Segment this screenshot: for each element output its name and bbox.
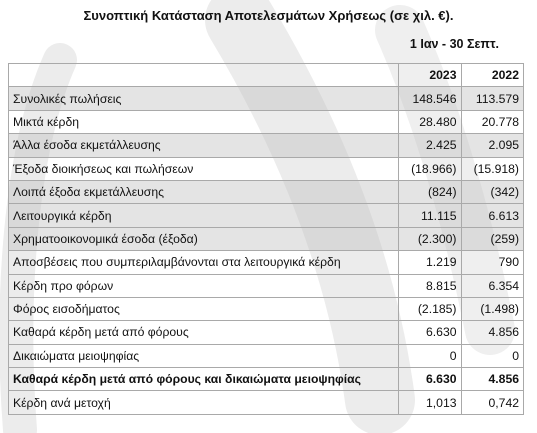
column-header-2023: 2023 <box>399 64 462 87</box>
table-row <box>9 157 524 180</box>
value-2022: 790 <box>461 251 524 274</box>
row-label: Μικτά κέρδη <box>9 110 399 133</box>
value-2022: (259) <box>461 227 524 250</box>
value-2023: 6.630 <box>399 321 462 344</box>
row-label: Λοιπά έξοδα εκμετάλλευσης <box>9 180 399 203</box>
value-2022: 4.856 <box>461 321 524 344</box>
table-row <box>9 321 524 344</box>
row-label: Άλλα έσοδα εκμετάλλευσης <box>9 134 399 157</box>
table-row <box>9 391 524 414</box>
row-label: Καθαρά κέρδη μετά από φόρους και δικαιώματα μειοψηφίας <box>9 368 399 391</box>
table-row <box>9 227 524 250</box>
row-label: Κέρδη προ φόρων <box>9 274 399 297</box>
table-row <box>9 134 524 157</box>
table-row <box>9 297 524 320</box>
value-2022: 2.095 <box>461 134 524 157</box>
value-2022: 4.856 <box>461 368 524 391</box>
table-row <box>9 251 524 274</box>
value-2022: 6.613 <box>461 204 524 227</box>
table-row <box>9 110 524 133</box>
column-header-2022: 2022 <box>461 64 524 87</box>
table-row <box>9 87 524 110</box>
table-row <box>9 274 524 297</box>
table-row <box>9 344 524 367</box>
column-header-label <box>9 64 399 87</box>
row-label: Συνολικές πωλήσεις <box>9 87 399 110</box>
value-2022: 6.354 <box>461 274 524 297</box>
row-label: Καθαρά κέρδη μετά από φόρους <box>9 321 399 344</box>
row-label: Φόρος εισοδήματος <box>9 297 399 320</box>
table-row <box>9 180 524 203</box>
value-2022: (1.498) <box>461 297 524 320</box>
value-2023: 11.115 <box>399 204 462 227</box>
income-statement-table <box>8 63 524 415</box>
value-2023: (18.966) <box>399 157 462 180</box>
value-2023: 148.546 <box>399 87 462 110</box>
value-2023: 1.219 <box>399 251 462 274</box>
row-label: Δικαιώματα μειοψηφίας <box>9 344 399 367</box>
value-2023: 0 <box>399 344 462 367</box>
value-2023: (824) <box>399 180 462 203</box>
row-label: Λειτουργικά κέρδη <box>9 204 399 227</box>
value-2022: 20.778 <box>461 110 524 133</box>
value-2023: 1,013 <box>399 391 462 414</box>
row-label: Αποσβέσεις που συμπεριλαμβάνονται στα λειτουργικά κέρδη <box>9 251 399 274</box>
table-row-total <box>9 368 524 391</box>
table-header-row <box>9 64 524 87</box>
value-2022: 0,742 <box>461 391 524 414</box>
row-label: Έξοδα διοικήσεως και πωλήσεων <box>9 157 399 180</box>
value-2022: 0 <box>461 344 524 367</box>
report-title: Συνοπτική Κατάσταση Αποτελεσμάτων Χρήσεως (σε χιλ. €). <box>83 8 454 23</box>
value-2023: 8.815 <box>399 274 462 297</box>
value-2023: 6.630 <box>399 368 462 391</box>
table-row <box>9 204 524 227</box>
row-label: Χρηματοοικονομικά έσοδα (έξοδα) <box>9 227 399 250</box>
row-label: Κέρδη ανά μετοχή <box>9 391 399 414</box>
value-2023: 2.425 <box>399 134 462 157</box>
value-2022: (15.918) <box>461 157 524 180</box>
report-period: 1 Ιαν - 30 Σεπτ. <box>409 37 499 51</box>
value-2023: 28.480 <box>399 110 462 133</box>
value-2022: (342) <box>461 180 524 203</box>
value-2023: (2.300) <box>399 227 462 250</box>
value-2022: 113.579 <box>461 87 524 110</box>
value-2023: (2.185) <box>399 297 462 320</box>
